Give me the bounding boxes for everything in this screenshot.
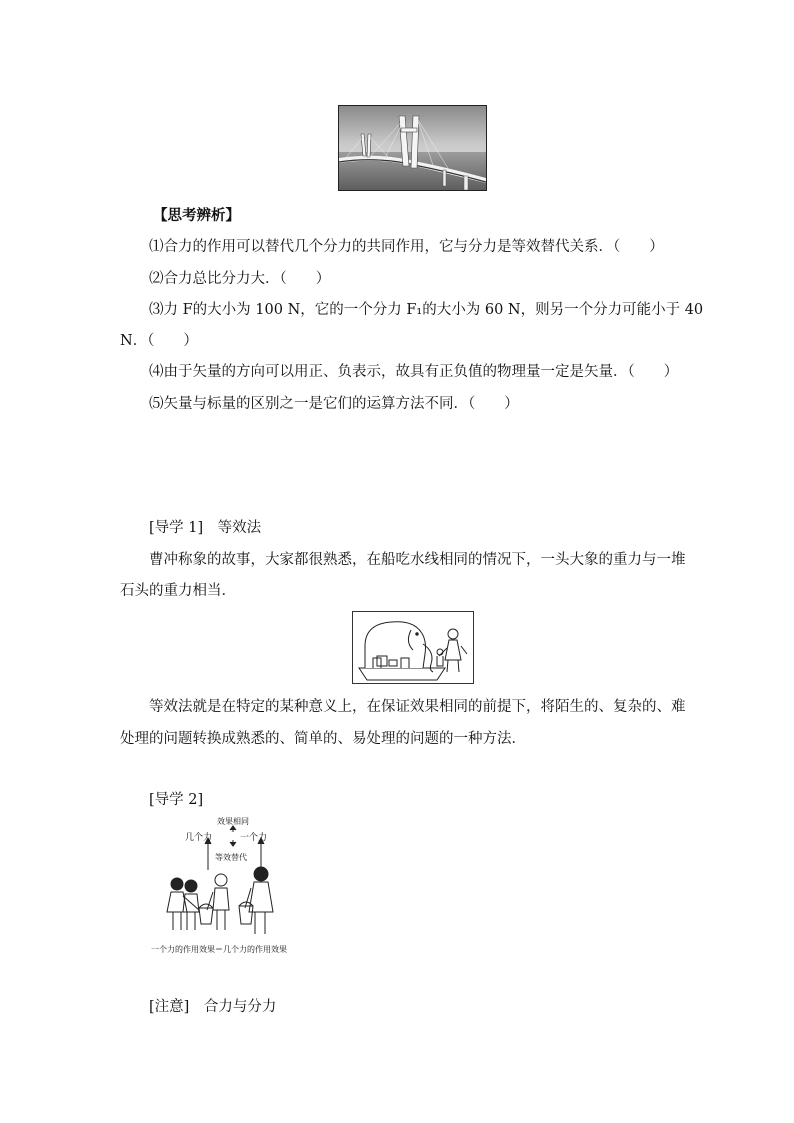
guide1-para1-line2: 石头的重力相当． xyxy=(120,583,236,599)
elephant-boat-illustration xyxy=(353,612,473,683)
bridge-photo xyxy=(338,105,487,191)
think-item-4: ⑷由于矢量的方向可以用正、负表示，故具有正负值的物理量一定是矢量．（ ） xyxy=(149,364,679,380)
note-label: [注意] 合力与分力 xyxy=(149,999,277,1015)
guide1-para2-line2: 处理的问题转换成熟悉的、简单的、易处理的问题的一种方法． xyxy=(120,731,526,747)
think-item-3-cont: N．（ ） xyxy=(120,333,198,349)
bridge-illustration xyxy=(339,106,486,190)
guide2-label: [导学 2] xyxy=(149,792,204,808)
guide1-para2-line1: 等效法就是在特定的某种意义上，在保证效果相同的前提下，将陌生的、复杂的、难 xyxy=(149,699,686,715)
think-item-1: ⑴合力的作用可以替代几个分力的共同作用，它与分力是等效替代关系．（ ） xyxy=(149,239,664,255)
think-item-3: ⑶力 F的大小为 100 N，它的一个分力 F₁的大小为 60 N，则另一个分力可能小于 40 xyxy=(149,302,704,318)
diagram-graphics xyxy=(151,812,316,958)
elephant-boat-figure xyxy=(352,611,474,684)
diagram-caption: 一个力的作用效果＝几个力的作用效果 xyxy=(151,945,287,954)
think-item-5: ⑸矢量与标量的区别之一是它们的运算方法不同．（ ） xyxy=(149,396,519,412)
diagram-left-label: 几个力 xyxy=(185,833,213,843)
guide1-label: [导学 1] 等效法 xyxy=(149,520,262,536)
diagram-middle-label: 等效替代 xyxy=(215,853,247,862)
think-item-2: ⑵合力总比分力大．（ ） xyxy=(149,271,331,287)
diagram-right-label: 一个力 xyxy=(240,833,268,843)
equivalent-force-diagram xyxy=(151,812,316,958)
guide1-para1-line1: 曹冲称象的故事，大家都很熟悉，在船吃水线相同的情况下，一头大象的重力与一堆 xyxy=(149,552,686,568)
diagram-top-label: 效果相同 xyxy=(217,817,249,826)
think-heading: 【思考辨析】 xyxy=(153,207,240,224)
